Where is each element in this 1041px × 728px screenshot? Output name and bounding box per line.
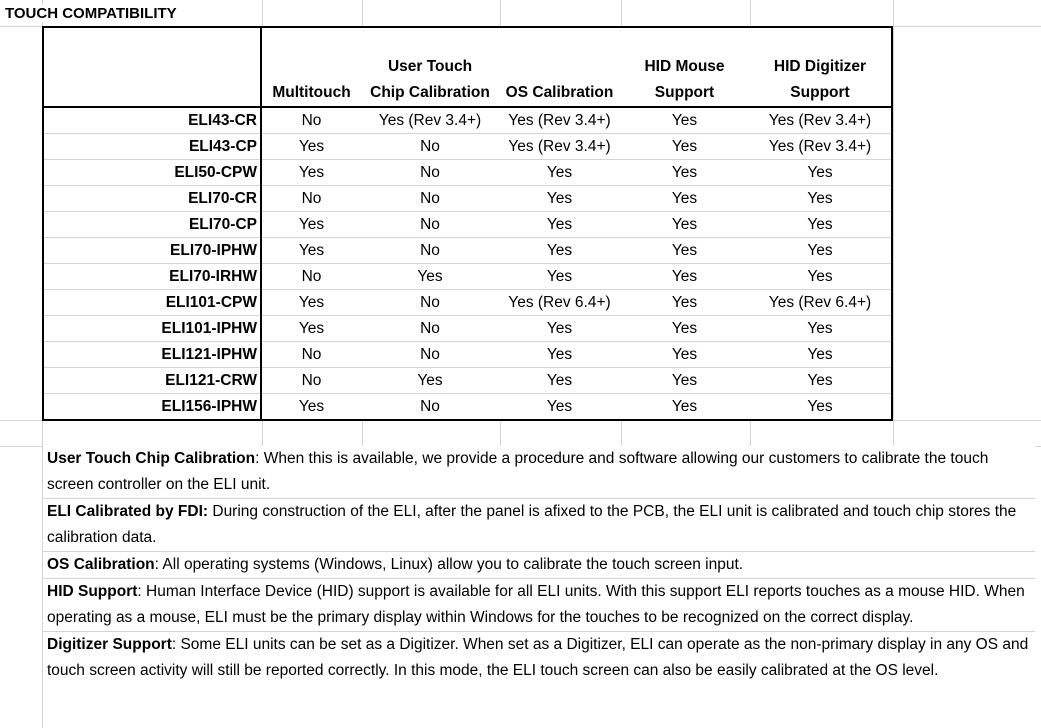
note-text: : Some ELI units can be set as a Digitizer. When set as a Digitizer, ELI can operate as the non-primary display in any OS and touch screen activity will still be reported correctly. In this mode, the ELI touch screen can also be easily calibrated at the OS level. — [47, 636, 1029, 679]
value-cell[interactable]: Yes — [261, 134, 361, 160]
header-hid-digitizer-support[interactable] — [749, 27, 892, 107]
value-cell[interactable]: Yes — [620, 160, 749, 186]
value-cell[interactable]: No — [361, 186, 499, 212]
header-hid-mouse-support[interactable] — [620, 27, 749, 107]
value-cell[interactable]: Yes — [620, 107, 749, 134]
header-user-touch-chip-calibration[interactable] — [361, 27, 499, 107]
table-row — [43, 212, 892, 238]
value-cell[interactable]: Yes (Rev 3.4+) — [499, 107, 620, 134]
value-cell[interactable]: Yes — [749, 368, 892, 394]
value-cell[interactable]: No — [361, 160, 499, 186]
table-row — [43, 368, 892, 394]
value-cell[interactable]: No — [261, 368, 361, 394]
value-cell[interactable]: Yes — [261, 316, 361, 342]
value-cell[interactable]: Yes — [261, 238, 361, 264]
model-cell[interactable]: ELI70-IRHW — [43, 264, 261, 290]
header-label: User Touch Chip Calibration — [370, 58, 490, 101]
note-text: : When this is available, we provide a procedure and software allowing our customers to calibrate the touch screen controller on the ELI unit. — [47, 450, 989, 493]
value-cell[interactable]: Yes — [499, 316, 620, 342]
note-term: User Touch Chip Calibration — [47, 450, 256, 467]
value-cell[interactable]: Yes — [749, 264, 892, 290]
notes-section — [43, 446, 1035, 684]
table-row — [43, 264, 892, 290]
header-multitouch[interactable] — [261, 27, 361, 107]
table-row — [43, 342, 892, 368]
value-cell[interactable]: Yes (Rev 6.4+) — [499, 290, 620, 316]
value-cell[interactable]: No — [361, 290, 499, 316]
table-row — [43, 290, 892, 316]
table-row — [43, 238, 892, 264]
value-cell[interactable]: Yes — [620, 186, 749, 212]
value-cell[interactable]: Yes — [261, 212, 361, 238]
table-row — [43, 160, 892, 186]
value-cell[interactable]: Yes (Rev 3.4+) — [361, 107, 499, 134]
header-label: HID Digitizer Support — [773, 58, 867, 101]
model-cell[interactable]: ELI50-CPW — [43, 160, 261, 186]
model-cell[interactable]: ELI101-IPHW — [43, 316, 261, 342]
model-cell[interactable]: ELI43-CP — [43, 134, 261, 160]
model-cell[interactable]: ELI101-CPW — [43, 290, 261, 316]
value-cell[interactable]: No — [261, 342, 361, 368]
value-cell[interactable]: Yes — [499, 342, 620, 368]
model-cell[interactable]: ELI43-CR — [43, 107, 261, 134]
header-row — [43, 27, 892, 107]
header-label: HID Mouse Support — [644, 58, 725, 101]
value-cell[interactable]: No — [261, 186, 361, 212]
value-cell[interactable]: No — [361, 238, 499, 264]
value-cell[interactable]: No — [420, 398, 440, 415]
value-cell[interactable]: Yes (Rev 3.4+) — [749, 107, 892, 134]
value-cell[interactable]: Yes — [499, 264, 620, 290]
value-cell[interactable]: Yes — [361, 368, 499, 394]
value-cell[interactable]: No — [361, 342, 499, 368]
value-cell[interactable]: Yes — [749, 316, 892, 342]
value-cell[interactable]: No — [361, 134, 499, 160]
table-row — [43, 107, 892, 134]
header-label: Multitouch — [272, 84, 351, 101]
table-row — [43, 134, 892, 160]
note-paragraph[interactable] — [43, 446, 1035, 498]
header-blank[interactable] — [43, 27, 261, 107]
value-cell[interactable]: Yes — [361, 264, 499, 290]
model-cell[interactable]: ELI156-IPHW — [43, 394, 261, 421]
value-cell[interactable]: Yes — [620, 134, 749, 160]
header-label: OS Calibration — [505, 84, 614, 101]
model-cell[interactable]: ELI121-IPHW — [43, 342, 261, 368]
note-term: Digitizer Support — [47, 636, 172, 653]
header-os-calibration[interactable] — [499, 27, 620, 107]
model-cell[interactable]: ELI70-IPHW — [43, 238, 261, 264]
value-cell[interactable]: Yes (Rev 6.4+) — [749, 290, 892, 316]
value-cell[interactable]: Yes — [499, 186, 620, 212]
value-cell[interactable]: Yes — [499, 368, 620, 394]
value-cell[interactable]: Yes — [620, 290, 749, 316]
grid-line — [893, 0, 894, 446]
value-cell[interactable]: Yes — [620, 264, 749, 290]
note-term: HID Support — [47, 583, 138, 600]
note-paragraph[interactable] — [43, 551, 1035, 578]
value-cell[interactable]: Yes (Rev 3.4+) — [499, 134, 620, 160]
value-cell[interactable]: Yes — [499, 238, 620, 264]
model-cell[interactable]: ELI70-CP — [43, 212, 261, 238]
sheet-title: TOUCH COMPATIBILITY — [5, 5, 181, 22]
value-cell[interactable]: Yes (Rev 3.4+) — [749, 134, 892, 160]
model-cell[interactable]: ELI70-CR — [43, 186, 261, 212]
value-cell[interactable]: Yes — [620, 212, 749, 238]
value-cell[interactable]: Yes — [749, 238, 892, 264]
note-text: During construction of the ELI, after the panel is afixed to the PCB, the ELI unit is calibrated and touch chip stores the calibration data. — [47, 503, 1017, 546]
table-row — [43, 394, 892, 421]
value-cell[interactable]: Yes — [499, 212, 620, 238]
value-cell[interactable]: Yes — [261, 290, 361, 316]
value-cell[interactable]: Yes — [749, 186, 892, 212]
note-term: OS Calibration — [47, 556, 155, 573]
value-cell[interactable]: Yes — [749, 342, 892, 368]
table-row — [43, 316, 892, 342]
note-text: : All operating systems (Windows, Linux) allow you to calibrate the touch screen input. — [154, 556, 744, 573]
value-cell[interactable]: No — [261, 107, 361, 134]
value-cell[interactable]: Yes — [620, 342, 749, 368]
table-row — [43, 186, 892, 212]
note-paragraph[interactable] — [43, 498, 1035, 551]
value-cell[interactable]: No — [261, 264, 361, 290]
value-cell[interactable]: Yes — [261, 160, 361, 186]
value-cell[interactable]: No — [361, 212, 499, 238]
value-cell[interactable]: Yes — [620, 368, 749, 394]
value-cell[interactable]: Yes — [620, 316, 749, 342]
value-cell[interactable]: Yes — [671, 398, 698, 415]
touch-compatibility-table — [42, 26, 893, 421]
note-term: ELI Calibrated by FDI: — [47, 503, 209, 520]
value-cell[interactable]: Yes — [749, 160, 892, 186]
note-text: : Human Interface Device (HID) support is available for all ELI units. With this support ELI reports touches as a mouse HID. When operating as a mouse, ELI must be the primary display within Windows for the touches to be recognized on the correct display. — [47, 583, 1025, 626]
model-cell[interactable]: ELI121-CRW — [43, 368, 261, 394]
value-cell[interactable]: Yes — [749, 212, 892, 238]
note-paragraph[interactable] — [43, 631, 1035, 684]
note-paragraph[interactable] — [43, 578, 1035, 631]
value-cell[interactable]: Yes — [298, 398, 325, 415]
value-cell[interactable]: Yes — [620, 238, 749, 264]
value-cell[interactable]: Yes — [499, 160, 620, 186]
value-cell[interactable]: No — [361, 316, 499, 342]
value-cell[interactable]: Yes — [546, 398, 573, 415]
value-cell[interactable]: Yes — [807, 398, 833, 415]
